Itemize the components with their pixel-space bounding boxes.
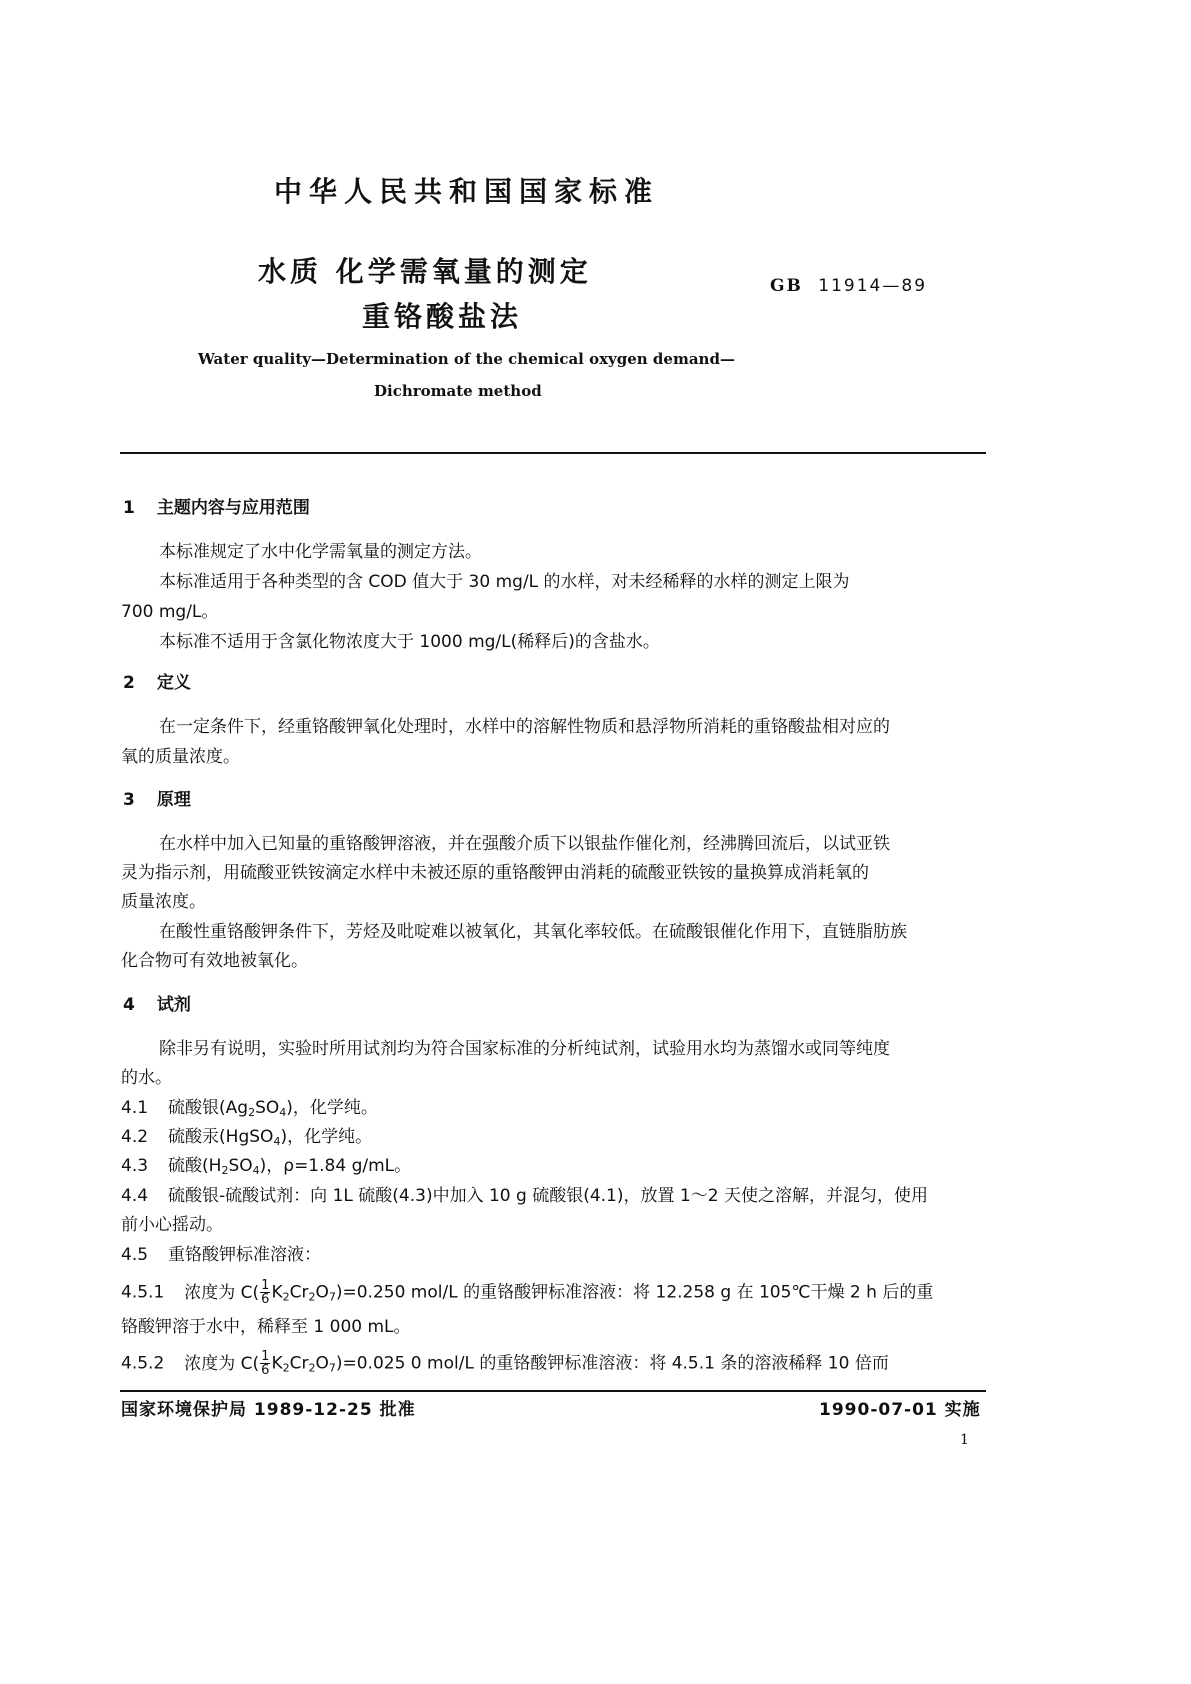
document-title-line2: 重铬酸盐法 bbox=[362, 300, 523, 333]
document-title-line1: 水质 化学需氧量的测定 bbox=[258, 255, 592, 288]
item-number: 4.2 bbox=[121, 1127, 149, 1147]
item-number: 4.5 bbox=[121, 1245, 149, 1265]
reagent-item-4-5-1: 4.5.1 浓度为 C( $\frac{1}{6}$ $K_2Cr_2O_7)=0.250$ mol/L 的重铬酸钾标准溶液：将 12.258 g 在 105℃干燥 2 h 后的重 bbox=[121, 1278, 934, 1307]
section-title: 试剂 bbox=[156, 995, 191, 1015]
item-number: 4.5.1 bbox=[121, 1282, 165, 1303]
header-divider bbox=[120, 452, 986, 454]
effective-date: 1990-07-01 实施 bbox=[819, 1400, 981, 1420]
reagent-item-4-5: 4.5 重铬酸钾标准溶液： bbox=[121, 1245, 322, 1265]
reagent-item-4-3: 4.3 硫酸$(H_2SO_4)$，ρ=1.84 g/mL。 bbox=[121, 1156, 412, 1177]
section-title: 主题内容与应用范围 bbox=[156, 498, 310, 518]
reagent-item-4-4: 4.4 硫酸银-硫酸试剂：向 1L 硫酸(4.3)中加入 10 g 硫酸银(4.1)，放置 1～2 天使之溶解，并混匀，使用 bbox=[121, 1186, 928, 1206]
item-number: 4.5.2 bbox=[121, 1353, 165, 1374]
item-number: 4.4 bbox=[121, 1186, 149, 1206]
standard-code-number: 11914—89 bbox=[818, 276, 928, 296]
paragraph-line: 在水样中加入已知量的重铬酸钾溶液，并在强酸介质下以银盐作催化剂，经沸腾回流后，以试亚铁 bbox=[159, 834, 890, 854]
paragraph-line: 在一定条件下，经重铬酸钾氧化处理时，水样中的溶解性物质和悬浮物所消耗的重铬酸盐相对应的 bbox=[159, 717, 890, 737]
paragraph-line: 氧的质量浓度。 bbox=[121, 747, 240, 767]
paragraph-line: 灵为指示剂，用硫酸亚铁铵滴定水样中未被还原的重铬酸钾由消耗的硫酸亚铁铵的量换算成消耗氧的 bbox=[121, 863, 869, 883]
paragraph-line: 化合物可有效地被氧化。 bbox=[121, 951, 308, 971]
paragraph-line: 700 mg/L。 bbox=[121, 602, 219, 622]
section-number: 3 bbox=[123, 790, 135, 810]
section-number: 2 bbox=[123, 673, 135, 693]
reagent-item-4-5-2: 4.5.2 浓度为 C( $\frac{1}{6}$ $K_2Cr_2O_7)=0.025$ 0 mol/L 的重铬酸钾标准溶液：将 4.5.1 条的溶液稀释 10 倍而 bbox=[121, 1349, 889, 1378]
paragraph-line: 本标准规定了水中化学需氧量的测定方法。 bbox=[159, 542, 482, 562]
paragraph-line: 质量浓度。 bbox=[121, 892, 206, 912]
section-1-heading bbox=[123, 497, 310, 519]
paragraph-line: 的水。 bbox=[121, 1068, 172, 1088]
paragraph-line: 除非另有说明，实验时所用试剂均为符合国家标准的分析纯试剂，试验用水均为蒸馏水或同等纯度 bbox=[159, 1039, 890, 1059]
fraction-one-sixth: $\frac{1}{6}$ bbox=[261, 1349, 270, 1378]
section-number: 1 bbox=[123, 498, 135, 518]
section-4-heading bbox=[123, 994, 191, 1016]
reagent-item-4-1: 4.1 硫酸银$(Ag_2SO_4)$，化学纯。 bbox=[121, 1098, 378, 1119]
paragraph-line: 在酸性重铬酸钾条件下，芳烃及吡啶难以被氧化，其氧化率较低。在硫酸银催化作用下，直链脂肪族 bbox=[159, 922, 907, 942]
paragraph-line: 本标准不适用于含氯化物浓度大于 1000 mg/L(稀释后)的含盐水。 bbox=[159, 632, 660, 652]
paragraph-line: 本标准适用于各种类型的含 COD 值大于 30 mg/L 的水样，对未经稀释的水样的测定上限为 bbox=[159, 572, 850, 592]
paragraph-line: 铬酸钾溶于水中，稀释至 1 000 mL。 bbox=[121, 1317, 411, 1337]
standard-code bbox=[770, 276, 927, 296]
section-3-heading bbox=[123, 789, 191, 811]
item-number: 4.1 bbox=[121, 1098, 149, 1118]
section-2-heading bbox=[123, 672, 191, 694]
item-number: 4.3 bbox=[121, 1156, 149, 1176]
english-title-line1: Water quality—Determination of the chemical oxygen demand— bbox=[198, 350, 735, 368]
footer-divider bbox=[120, 1390, 986, 1392]
reagent-item-4-2: 4.2 硫酸汞(HgSO$_4$)，化学纯。 bbox=[121, 1127, 373, 1148]
english-title-line2: Dichromate method bbox=[374, 382, 542, 400]
section-number: 4 bbox=[123, 995, 135, 1015]
standard-code-prefix: GB bbox=[770, 276, 803, 296]
section-title: 定义 bbox=[156, 673, 191, 693]
page-number: 1 bbox=[960, 1432, 969, 1448]
national-standard-heading: 中华人民共和国国家标准 bbox=[274, 175, 660, 208]
fraction-one-sixth: $\frac{1}{6}$ bbox=[261, 1278, 270, 1307]
approval-line: 国家环境保护局 1989-12-25 批准 bbox=[121, 1400, 416, 1420]
paragraph-line: 前小心摇动。 bbox=[121, 1215, 223, 1235]
section-title: 原理 bbox=[156, 790, 191, 810]
